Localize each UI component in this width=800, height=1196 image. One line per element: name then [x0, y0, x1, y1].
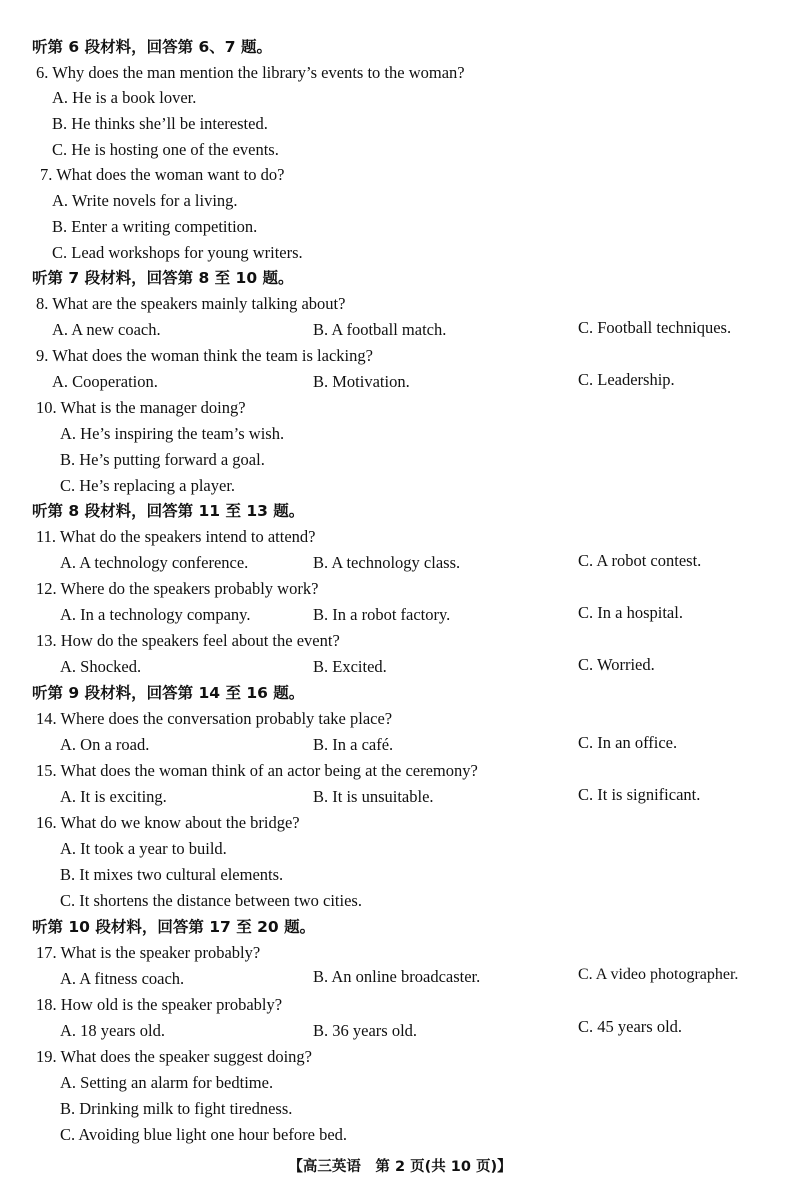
q7-option-c: C. Lead workshops for young writers.: [52, 243, 303, 262]
q18-option-c: C. 45 years old.: [578, 1017, 683, 1036]
q8-option-c: C. Football techniques.: [578, 318, 732, 337]
question-14: 14. Where does the conversation probably take place?: [36, 709, 393, 728]
q7-option-b: B. Enter a writing competition.: [52, 217, 258, 236]
q16-option-a: A. It took a year to build.: [60, 839, 227, 858]
question-16: 16. What do we know about the bridge?: [36, 813, 300, 832]
q12-option-b: B. In a robot factory.: [313, 605, 451, 624]
q10-option-b: B. He’s putting forward a goal.: [60, 450, 265, 469]
question-19: 19. What does the speaker suggest doing?: [36, 1047, 313, 1066]
section-heading-8: 听第 8 段材料，回答第 11 至 13 题。: [32, 502, 305, 520]
q15-option-c: C. It is significant.: [578, 785, 701, 804]
q16-option-c: C. It shortens the distance between two cities.: [60, 891, 362, 910]
q7-option-a: A. Write novels for a living.: [52, 191, 238, 210]
q6-option-c: C. He is hosting one of the events.: [52, 140, 279, 159]
q17-option-b: B. An online broadcaster.: [313, 967, 481, 986]
question-8: 8. What are the speakers mainly talking about?: [36, 294, 346, 313]
q15-option-b: B. It is unsuitable.: [313, 787, 434, 806]
question-12: 12. Where do the speakers probably work?: [36, 579, 319, 598]
q10-option-a: A. He’s inspiring the team’s wish.: [60, 424, 285, 443]
question-9: 9. What does the woman think the team is lacking?: [36, 346, 373, 365]
q8-option-b: B. A football match.: [313, 320, 447, 339]
q19-option-b: B. Drinking milk to fight tiredness.: [60, 1099, 293, 1118]
q11-option-b: B. A technology class.: [313, 553, 461, 572]
q14-option-b: B. In a café.: [313, 735, 394, 754]
question-15: 15. What does the woman think of an actor being at the ceremony?: [36, 761, 478, 780]
q14-option-c: C. In an office.: [578, 733, 678, 752]
q9-option-c: C. Leadership.: [578, 370, 675, 389]
q13-option-a: A. Shocked.: [60, 657, 142, 676]
q18-option-b: B. 36 years old.: [313, 1021, 418, 1040]
question-11: 11. What do the speakers intend to attend?: [36, 527, 316, 546]
q17-option-a: A. A fitness coach.: [60, 969, 185, 988]
q11-option-a: A. A technology conference.: [60, 553, 249, 572]
q15-option-a: A. It is exciting.: [60, 787, 167, 806]
section-heading-6: 听第 6 段材料，回答第 6、7 题。: [32, 38, 272, 56]
q19-option-a: A. Setting an alarm for bedtime.: [60, 1073, 274, 1092]
q8-option-a: A. A new coach.: [52, 320, 161, 339]
q13-option-c: C. Worried.: [578, 655, 655, 674]
section-heading-9: 听第 9 段材料，回答第 14 至 16 题。: [32, 684, 305, 702]
q12-option-c: C. In a hospital.: [578, 603, 683, 622]
q6-option-a: A. He is a book lover.: [52, 88, 197, 107]
section-heading-10: 听第 10 段材料，回答第 17 至 20 题。: [32, 918, 316, 936]
q17-option-c: C. A video photographer.: [578, 966, 739, 983]
question-18: 18. How old is the speaker probably?: [36, 995, 283, 1014]
q13-option-b: B. Excited.: [313, 657, 387, 676]
q11-option-c: C. A robot contest.: [578, 551, 702, 570]
question-7: 7. What does the woman want to do?: [40, 165, 285, 184]
question-6: 6. Why does the man mention the library’s events to the woman?: [36, 63, 465, 82]
question-17: 17. What is the speaker probably?: [36, 943, 261, 962]
q16-option-b: B. It mixes two cultural elements.: [60, 865, 284, 884]
question-13: 13. How do the speakers feel about the event?: [36, 631, 340, 650]
section-heading-7: 听第 7 段材料，回答第 8 至 10 题。: [32, 269, 294, 287]
q18-option-a: A. 18 years old.: [60, 1021, 165, 1040]
q12-option-a: A. In a technology company.: [60, 605, 251, 624]
q9-option-a: A. Cooperation.: [52, 372, 158, 391]
q19-option-c: C. Avoiding blue light one hour before bed.: [60, 1125, 348, 1144]
q6-option-b: B. He thinks she’ll be interested.: [52, 114, 268, 133]
page-footer: 【高三英语 第 2 页(共 10 页)】: [288, 1159, 512, 1175]
q14-option-a: A. On a road.: [60, 735, 150, 754]
q10-option-c: C. He’s replacing a player.: [60, 476, 236, 495]
question-10: 10. What is the manager doing?: [36, 398, 246, 417]
q9-option-b: B. Motivation.: [313, 372, 410, 391]
